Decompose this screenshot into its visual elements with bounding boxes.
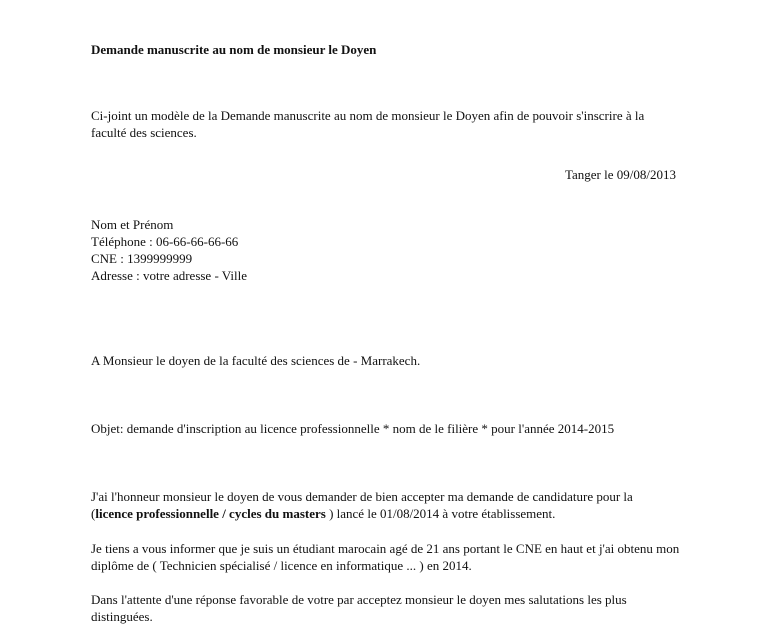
paragraph-3-line-2: distinguées. (91, 609, 153, 624)
paragraph-1-bold-program: licence professionnelle / cycles du masters (95, 506, 326, 521)
letter-date: Tanger le 09/08/2013 (564, 167, 676, 182)
paragraph-1-open-paren: ( (91, 506, 96, 521)
paragraph-2-line-2: diplôme de ( Technicien spécialisé / licence en informatique ... ) en 2014. (91, 558, 472, 573)
intro-paragraph (91, 107, 681, 141)
paragraph-2-line-1: Je tiens a vous informer que je suis un étudiant marocain agé de 21 ans portant le CNE en haut et j'ai obtenu mon (91, 541, 680, 556)
recipient-line: A Monsieur le doyen de la faculté des sciences de - Marrakech. (91, 353, 421, 368)
paragraph-1-rest: ) lancé le 01/08/2014 à votre établissement. (325, 506, 556, 521)
intro-line-1: Ci-joint un modèle de la Demande manuscrite au nom de monsieur le Doyen afin de pouvoir s'inscrire à la (91, 108, 645, 123)
sender-address: Adresse : votre adresse - Ville (91, 268, 248, 283)
paragraph-1-line-1: J'ai l'honneur monsieur le doyen de vous demander de bien accepter ma demande de candidature pour la (91, 489, 633, 504)
paragraph-1-line-2 (91, 505, 681, 522)
sender-phone: Téléphone : 06-66-66-66-66 (91, 234, 239, 249)
subject-line: Objet: demande d'inscription au licence professionnelle * nom de le filière * pour l'année 2014-2015 (91, 421, 615, 436)
paragraph-3-line-1: Dans l'attente d'une réponse favorable de votre par acceptez monsieur le doyen mes salutations les plus (91, 592, 627, 607)
sender-cne: CNE : 1399999999 (91, 251, 193, 266)
body-paragraph-1 (91, 488, 681, 522)
document-title: Demande manuscrite au nom de monsieur le Doyen (91, 42, 377, 57)
body-paragraph-2 (91, 540, 681, 574)
sender-block (91, 216, 681, 284)
intro-line-2: faculté des sciences. (91, 125, 197, 140)
body-paragraph-3 (91, 591, 681, 625)
sender-name: Nom et Prénom (91, 217, 174, 232)
